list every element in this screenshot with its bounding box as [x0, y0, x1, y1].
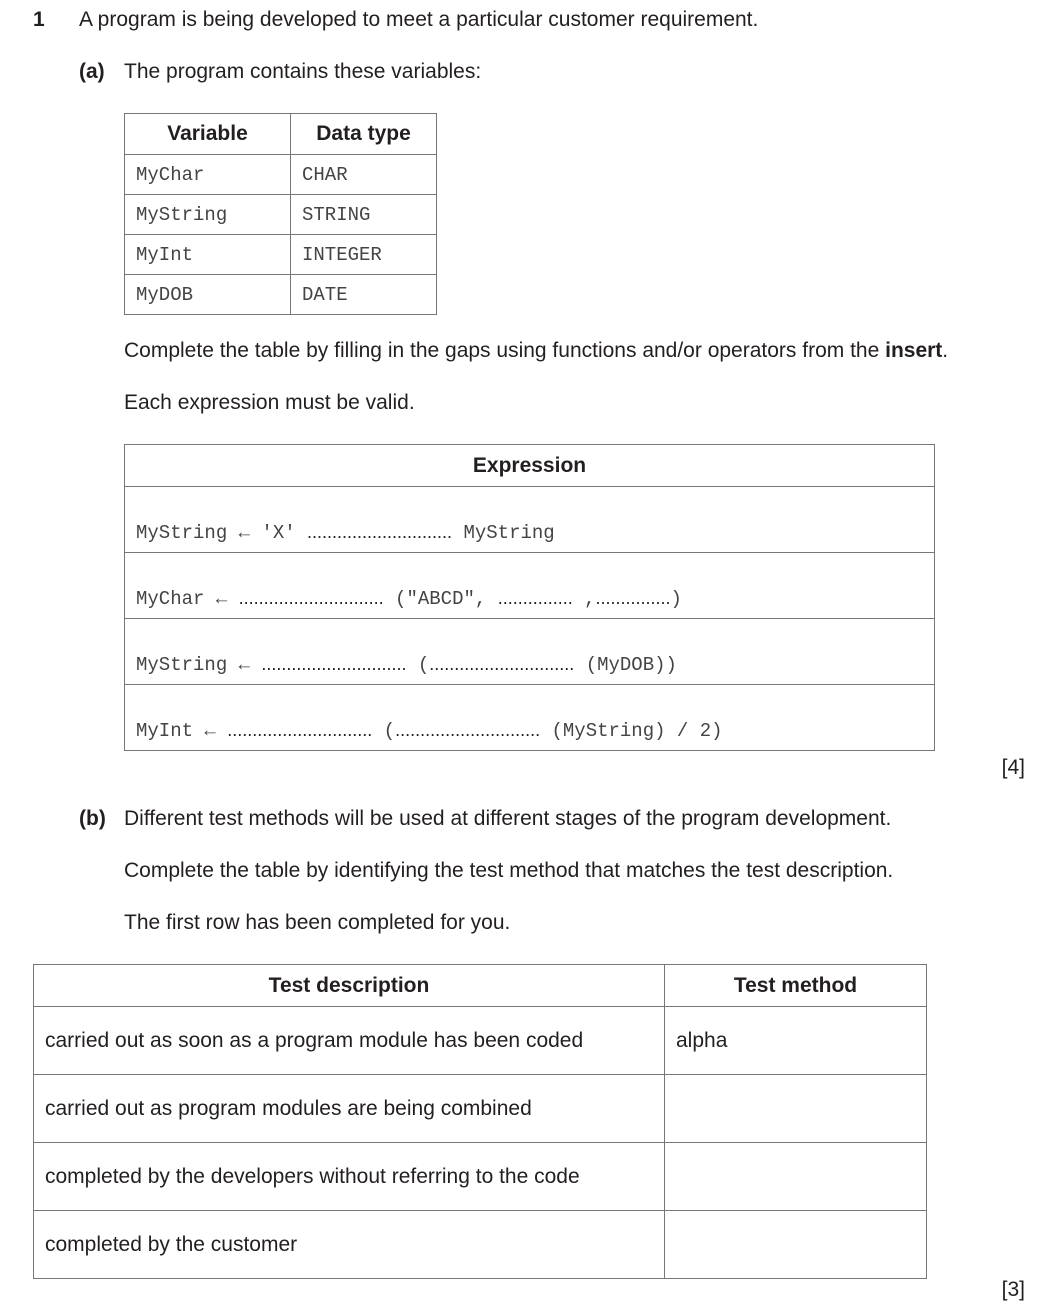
answer-gap[interactable]: .............................	[429, 654, 575, 674]
expression-cell	[125, 619, 935, 685]
column-header: Variable	[125, 114, 291, 155]
table-header-row	[125, 445, 935, 487]
table-row	[125, 235, 437, 275]
answer-gap[interactable]: .............................	[238, 588, 384, 608]
test-description: carried out as soon as a program module has been coded	[34, 1007, 665, 1075]
table-row	[125, 155, 437, 195]
expression-text: )	[670, 588, 682, 610]
instruction-text: Complete the table by filling in the gaps using functions and/or operators from the	[124, 339, 886, 362]
expression-text: MyString ← 'X'	[136, 522, 308, 544]
expression-text: MyString	[452, 522, 555, 544]
test-methods-table	[33, 964, 927, 1279]
expression-text: MyInt ←	[136, 720, 228, 742]
table-row	[34, 1007, 927, 1075]
test-method-answer[interactable]	[665, 1075, 927, 1143]
expression-cell	[125, 487, 935, 553]
expression-text: (	[372, 720, 396, 742]
expression-cell	[125, 685, 935, 751]
column-header: Expression	[125, 445, 935, 487]
test-description: carried out as program modules are being combined	[34, 1075, 665, 1143]
instruction-end: .	[942, 339, 949, 362]
table-row	[125, 487, 935, 553]
part-a-marks: [4]	[1001, 756, 1025, 779]
table-header-row	[34, 965, 927, 1007]
table-row	[125, 553, 935, 619]
variables-table	[124, 113, 437, 315]
test-method-answer[interactable]	[665, 1211, 927, 1279]
table-row	[34, 1075, 927, 1143]
variable-type: CHAR	[291, 155, 437, 195]
part-a-instruction-2: Each expression must be valid.	[124, 391, 415, 414]
answer-gap[interactable]: .............................	[395, 720, 541, 740]
table-row	[125, 619, 935, 685]
expression-table	[124, 444, 935, 751]
expression-text: MyChar ←	[136, 588, 239, 610]
answer-gap[interactable]: ...............	[595, 588, 671, 608]
question-number: 1	[33, 8, 45, 31]
expression-text: (	[406, 654, 430, 676]
table-row	[34, 1143, 927, 1211]
table-row	[34, 1211, 927, 1279]
part-a-instruction	[124, 339, 948, 363]
column-header: Data type	[291, 114, 437, 155]
test-method-answer: alpha	[665, 1007, 927, 1075]
answer-gap[interactable]: .............................	[307, 522, 453, 542]
variable-name: MyString	[125, 195, 291, 235]
table-row	[125, 685, 935, 751]
part-a-intro: The program contains these variables:	[124, 60, 482, 83]
column-header: Test description	[34, 965, 665, 1007]
variable-type: STRING	[291, 195, 437, 235]
question-intro: A program is being developed to meet a particular customer requirement.	[79, 8, 759, 31]
part-b-instruction: Complete the table by identifying the test method that matches the test description.	[124, 859, 894, 882]
expression-cell	[125, 553, 935, 619]
variable-name: MyInt	[125, 235, 291, 275]
answer-gap[interactable]: .............................	[227, 720, 373, 740]
expression-text: ("ABCD",	[383, 588, 498, 610]
test-description: completed by the developers without referring to the code	[34, 1143, 665, 1211]
expression-text: (MyString) / 2)	[540, 720, 723, 742]
part-b-note: The first row has been completed for you.	[124, 911, 511, 934]
part-b-label: (b)	[79, 807, 106, 830]
instruction-bold-word: insert	[885, 339, 943, 362]
variable-name: MyDOB	[125, 275, 291, 315]
part-b-marks: [3]	[1001, 1278, 1025, 1301]
part-b-intro: Different test methods will be used at different stages of the program development.	[124, 807, 892, 830]
expression-text: (MyDOB))	[574, 654, 677, 676]
table-row	[125, 195, 437, 235]
part-a-label: (a)	[79, 60, 105, 83]
answer-gap[interactable]: ...............	[497, 588, 573, 608]
test-description: completed by the customer	[34, 1211, 665, 1279]
variable-type: INTEGER	[291, 235, 437, 275]
test-method-answer[interactable]	[665, 1143, 927, 1211]
answer-gap[interactable]: .............................	[261, 654, 407, 674]
table-header-row	[125, 114, 437, 155]
expression-text: ,	[572, 588, 596, 610]
column-header: Test method	[665, 965, 927, 1007]
table-row	[125, 275, 437, 315]
variable-name: MyChar	[125, 155, 291, 195]
expression-text: MyString ←	[136, 654, 262, 676]
variable-type: DATE	[291, 275, 437, 315]
